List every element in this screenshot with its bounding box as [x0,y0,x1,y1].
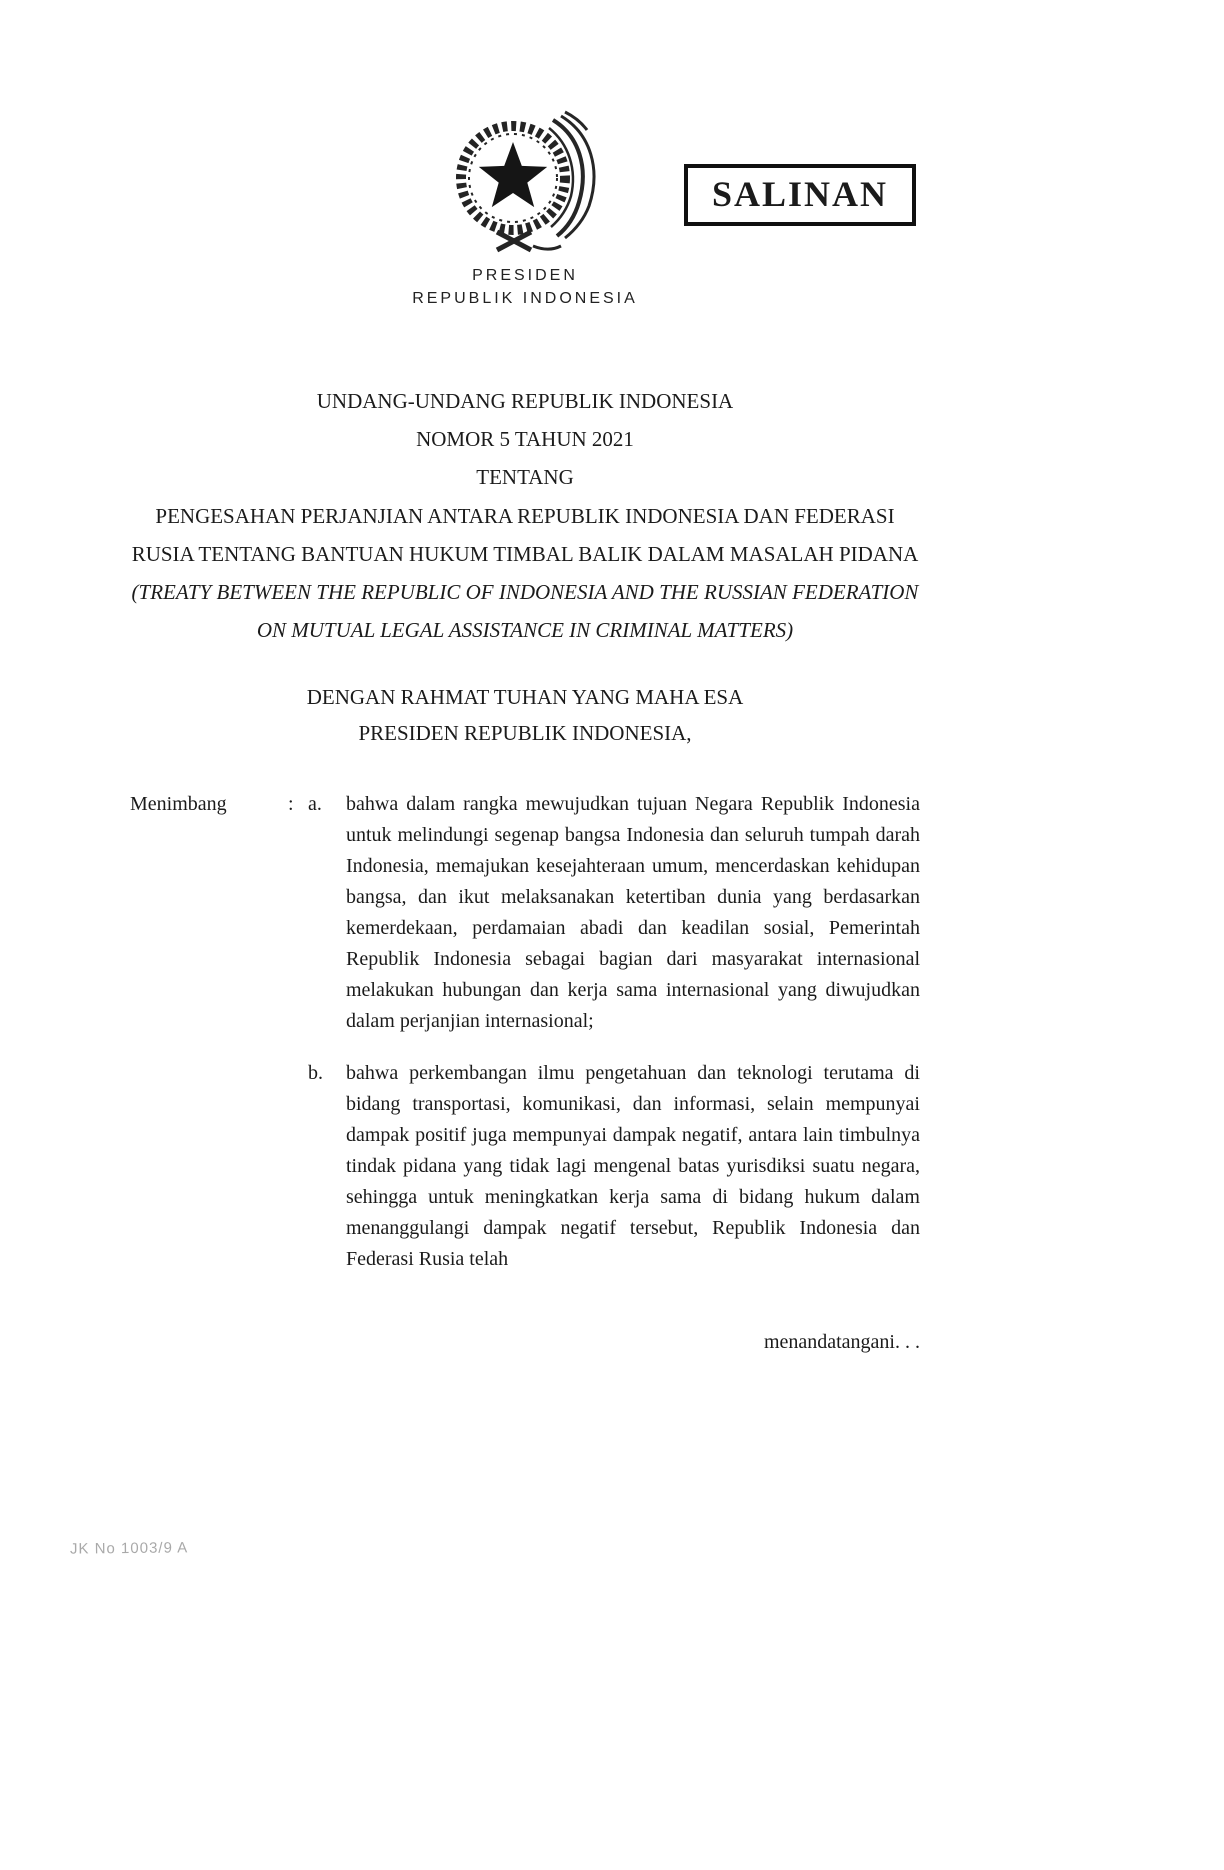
title-block [130,382,920,649]
consideration-item-b [130,1058,920,1275]
letterhead-line2: REPUBLIK INDONESIA [412,290,638,307]
salinan-stamp-label: SALINAN [711,174,888,214]
considerations-label: Menimbang [130,793,227,815]
letterhead-line1: PRESIDEN [472,267,578,284]
law-subject-english: (TREATY BETWEEN THE REPUBLIC OF INDONESIA AND THE RUSSIAN FEDERATION ON MUTUAL LEGAL ASSISTANCE IN CRIMINAL MATTERS) [131,580,919,642]
preamble-president-line: PRESIDEN REPUBLIK INDONESIA, [358,721,692,745]
footer-print-code: JK No 1003/9 A [69,1539,189,1558]
salinan-stamp [684,164,916,226]
letterhead-header [130,106,920,318]
preamble [130,679,920,751]
presidential-seal-icon [445,106,605,258]
item-marker: a. [308,793,322,815]
law-heading: UNDANG-UNDANG REPUBLIK INDONESIA [316,389,734,413]
item-marker: b. [308,1062,323,1084]
item-text: bahwa perkembangan ilmu pengetahuan dan teknologi terutama di bidang transportasi, komunikasi, dan informasi, selain mempunyai dampak positif juga mempunyai dampak negatif, antara lain timbulnya tindak pidana yang tidak lagi mengenal batas yurisdiksi suatu negara, sehingga untuk meningkatkan kerja sama di bidang hukum dalam menanggulangi dampak negatif tersebut, Republik Indonesia dan Federasi Rusia telah [346,1062,920,1270]
catchword: menandatangani. . . [763,1331,920,1353]
law-number: NOMOR 5 TAHUN 2021 [416,427,634,451]
preamble-grace-line: DENGAN RAHMAT TUHAN YANG MAHA ESA [306,685,744,709]
considerations-separator: : [288,793,294,815]
consideration-item-a [130,789,920,1037]
item-text: bahwa dalam rangka mewujudkan tujuan Negara Republik Indonesia untuk melindungi segenap bangsa Indonesia dan seluruh tumpah darah Indonesia, memajukan kesejahteraan umum, mencerdaskan kehidupan bangsa, dan ikut melaksanakan ketertiban dunia yang berdasarkan kemerdekaan, perdamaian abadi dan keadilan sosial, Pemerintah Republik Indonesia sebagai bagian dari masyarakat internasional melakukan hubungan dan kerja sama internasional yang diwujudkan dalam perjanjian internasional; [346,793,920,1032]
law-about-word: TENTANG [476,465,574,489]
letterhead-text [130,264,920,310]
content-column [130,0,920,1354]
considerations-section [130,789,920,1275]
law-subject-indonesian: PENGESAHAN PERJANJIAN ANTARA REPUBLIK INDONESIA DAN FEDERASI RUSIA TENTANG BANTUAN HUKUM TIMBAL BALIK DALAM MASALAH PIDANA [131,504,919,566]
